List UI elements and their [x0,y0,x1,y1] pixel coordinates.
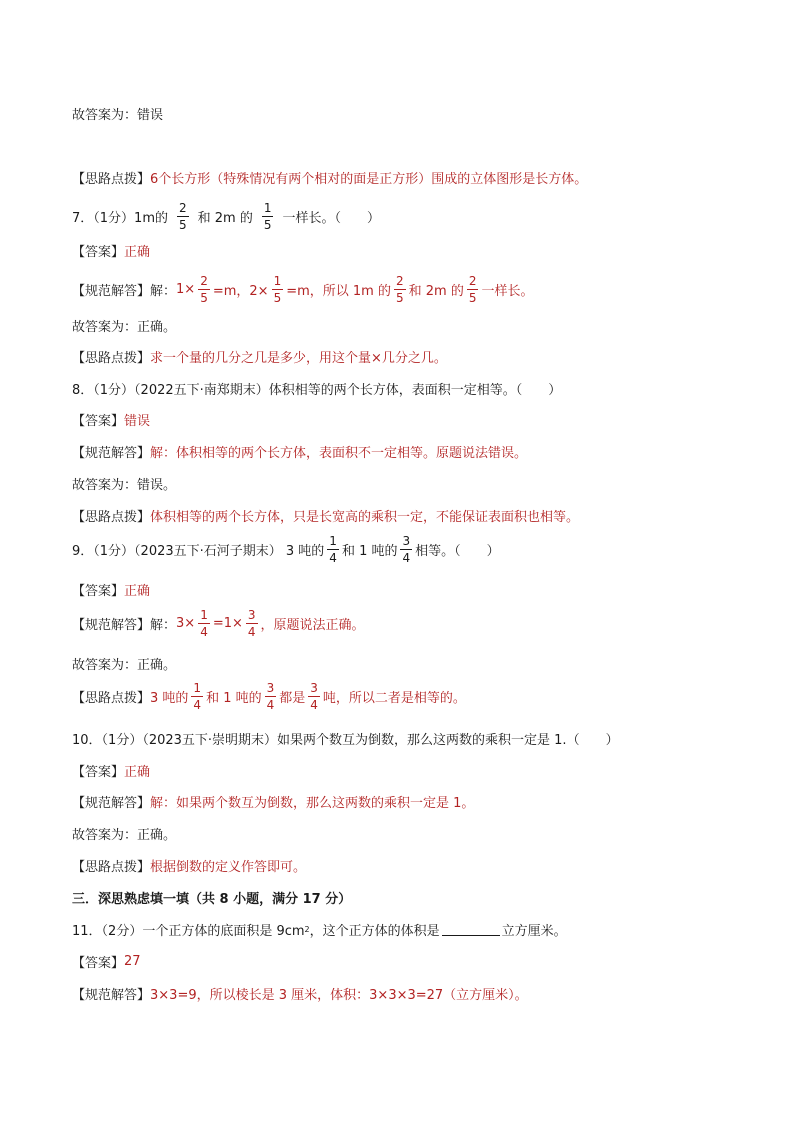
q10-answer: 【答案】 正确 [72,765,151,780]
fraction: $\frac{2}{5}$ [468,274,477,305]
q7-tip: 【思路点拨】 求一个量的几分之几是多少，用这个量×几分之几。 [72,351,447,366]
fraction: $\frac{3}{4}$ [402,534,411,565]
q11-answer: 【答案】 27 [72,954,141,971]
q7-solution: 【规范解答】 解： 1× $\frac{2}{5}$ =m，2× $\frac{1}{5}$ =m，所以 1m 的 $\frac{2}{5}$ 和 2m 的 $\frac{2}{5}$ 一样长。 [72,274,534,305]
fraction: $\frac{2}{5}$ [395,274,404,305]
q10-solution: 【规范解答】 解：如果两个数互为倒数，那么这两数的乘积一定是 1。 [72,796,475,811]
fraction: $\frac{3}{4}$ [266,681,275,712]
fraction: $\frac{2}{5}$ [178,201,187,232]
q7-conclusion: 故答案为：正确。 [72,320,177,335]
section-title: 三．深思熟虑填一填（共 8 小题，满分 17 分） [72,892,352,907]
q9-conclusion: 故答案为：正确。 [72,658,177,673]
q8-answer: 【答案】 错误 [72,414,151,429]
fraction: $\frac{2}{5}$ [200,274,208,305]
q10-tip: 【思路点拨】 根据倒数的定义作答即可。 [72,860,307,875]
q9-tip: 【思路点拨】 3 吨的 $\frac{1}{4}$ 和 1 吨的 $\frac{3}{4}$ 都是 $\frac{3}{4}$ 吨，所以二者是相等的。 [72,681,466,712]
fraction: $\frac{1}{5}$ [263,201,272,232]
fraction: $\frac{1}{4}$ [193,681,202,712]
q10-conclusion: 故答案为：正确。 [72,828,177,843]
tip-text: 6个长方形（特殊情况有两个相对的面是正方形）围成的立体图形是长方体。 [150,172,588,187]
q7-answer: 【答案】 正确 [72,245,151,260]
q6-tip [72,168,587,187]
q8-conclusion: 故答案为：错误。 [72,478,177,493]
q9-answer: 【答案】 正确 [72,584,151,599]
q9-stem: 9．（1分）（2023五下·石河子期末） 3 吨的 $\frac{1}{4}$ 和 1 吨的 $\frac{3}{4}$ 相等。（ ） [72,534,500,565]
fraction: $\frac{1}{5}$ [273,274,282,305]
answer-blank [442,923,500,936]
fraction: $\frac{3}{4}$ [310,681,318,712]
q11-solution: 【规范解答】 3×3=9，所以棱长是 3 厘米，体积：3×3×3=27（立方厘米）。 [72,988,528,1003]
tip-label: 【思路点拨】 [72,172,151,187]
fraction: $\frac{1}{4}$ [200,608,208,639]
q8-solution: 【规范解答】 解：体积相等的两个长方体，表面积不一定相等。原题说法错误。 [72,446,528,461]
q9-solution: 【规范解答】 解： 3× $\frac{1}{4}$ =1× $\frac{3}{4}$ ，原题说法正确。 [72,608,365,639]
q11-stem: 11．（2分）一个正方体的底面积是 9cm 2 ，这个正方体的体积是 立方厘米。 [72,924,567,939]
q8-stem: 8．（1分）（2022五下·南郑期末）体积相等的两个长方体，表面积一定相等。（ ） [72,383,562,398]
q8-tip: 【思路点拨】 体积相等的两个长方体，只是长宽高的乘积一定，不能保证表面积也相等。 [72,510,580,525]
q10-stem: 10．（1分）（2023五下·崇明期末）如果两个数互为倒数，那么这两数的乘积一定是 1.（ ） [72,733,619,748]
fraction: $\frac{3}{4}$ [247,608,256,639]
fraction: $\frac{1}{4}$ [329,534,337,565]
q7-stem: 7．（1分）1m的 $\frac{2}{5}$ 和 2m 的 $\frac{1}{5}$ 一样长。（ ） [72,201,380,232]
q6-conclusion: 故答案为：错误 [72,108,164,123]
